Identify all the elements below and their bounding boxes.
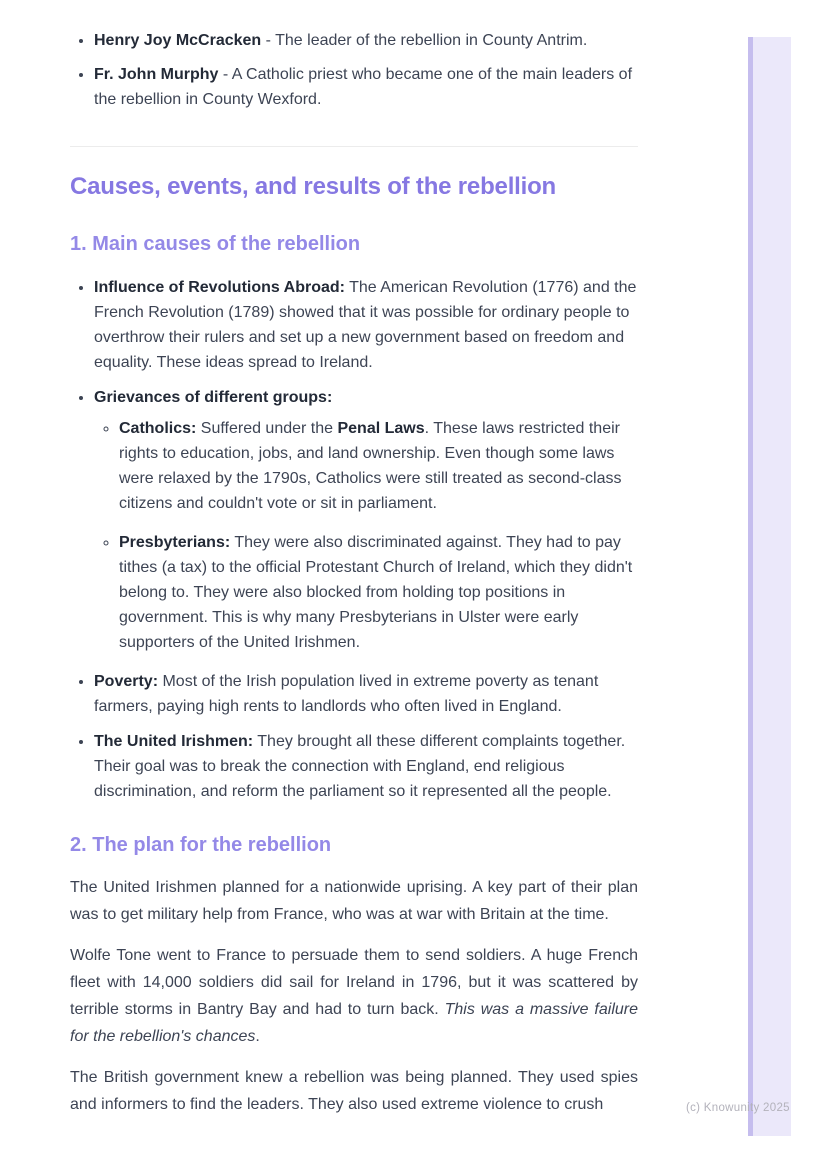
list-item-catholics xyxy=(119,416,638,516)
list-item-poverty xyxy=(94,669,638,719)
italic-emphasis: This was a massive failure for the rebellion's chances xyxy=(70,1001,638,1045)
group-label: Catholics: xyxy=(119,420,197,437)
group-label: Presbyterians: xyxy=(119,534,231,551)
group-text: They were also discriminated against. They had to pay tithes (a tax) to the official Protestant Church of Ireland, which they didn't belong to. They were also blocked from holding top positions in government. This is why many Presbyterians in Ulster were early supporters of the United Irishmen. xyxy=(119,534,633,651)
plan-paragraph-2 xyxy=(70,942,638,1050)
group-text: . These laws restricted their rights to education, jobs, and land ownership. Even though some laws were relaxed by the 1790s, Catholics were still treated as second-class citizens and couldn't vote or sit in parliament. xyxy=(119,420,622,512)
subsection-title-main-causes: 1. Main causes of the rebellion xyxy=(70,233,361,255)
cause-label: Poverty: xyxy=(94,673,159,690)
leader-description: - The leader of the rebellion in County Antrim. xyxy=(261,32,588,49)
causes-list xyxy=(70,275,638,804)
cause-label: The United Irishmen: xyxy=(94,733,254,750)
penal-laws-emphasis: Penal Laws xyxy=(337,420,425,437)
leader-name: Fr. John Murphy xyxy=(94,66,219,83)
list-item-murphy xyxy=(94,62,638,112)
subsection-title-plan: 2. The plan for the rebellion xyxy=(70,834,332,856)
watermark: (c) Knowunity 2025 xyxy=(686,1102,790,1114)
list-item-revolutions xyxy=(94,275,638,375)
list-item-united-irishmen xyxy=(94,729,638,804)
page-edge-strip xyxy=(748,37,791,1136)
cause-text: They brought all these different complaints together. Their goal was to break the connection with England, end religious discrimination, and reform the parliament so it represented all the people. xyxy=(94,733,626,800)
leader-name: Henry Joy McCracken xyxy=(94,32,262,49)
paragraph-text: Wolfe Tone went to France to persuade them to send soldiers. A huge French fleet with 14,000 soldiers did sail for Ireland in 1796, but it was scattered by terrible storms in Bantry Bay and had to turn back. xyxy=(70,947,638,1018)
paragraph-text: . xyxy=(255,1028,260,1045)
leader-description: - A Catholic priest who became one of the main leaders of the rebellion in County Wexford. xyxy=(94,66,633,108)
section-divider xyxy=(70,146,638,147)
plan-paragraph-3: The British government knew a rebellion was being planned. They used spies and informers to find the leaders. They also used extreme violence to crush xyxy=(70,1069,638,1113)
cause-label: Influence of Revolutions Abroad: xyxy=(94,279,345,296)
grievances-sublist xyxy=(94,416,638,655)
list-item-presbyterians xyxy=(119,530,638,655)
cause-text: Most of the Irish population lived in extreme poverty as tenant farmers, paying high rents to landlords who often lived in England. xyxy=(94,673,599,715)
list-item-mccracken xyxy=(94,28,638,53)
list-item-grievances xyxy=(94,385,638,655)
section-title: Causes, events, and results of the rebellion xyxy=(70,173,557,200)
group-text: Suffered under the xyxy=(196,420,338,437)
cause-label: Grievances of different groups: xyxy=(94,389,333,406)
plan-paragraph-1: The United Irishmen planned for a nationwide uprising. A key part of their plan was to get military help from France, who was at war with Britain at the time. xyxy=(70,879,638,923)
cause-text: The American Revolution (1776) and the French Revolution (1789) showed that it was possible for ordinary people to overthrow their rulers and set up a new government based on freedom and equality. These ideas spread to Ireland. xyxy=(94,279,637,371)
page-content xyxy=(70,28,638,1118)
leaders-list xyxy=(70,28,638,112)
